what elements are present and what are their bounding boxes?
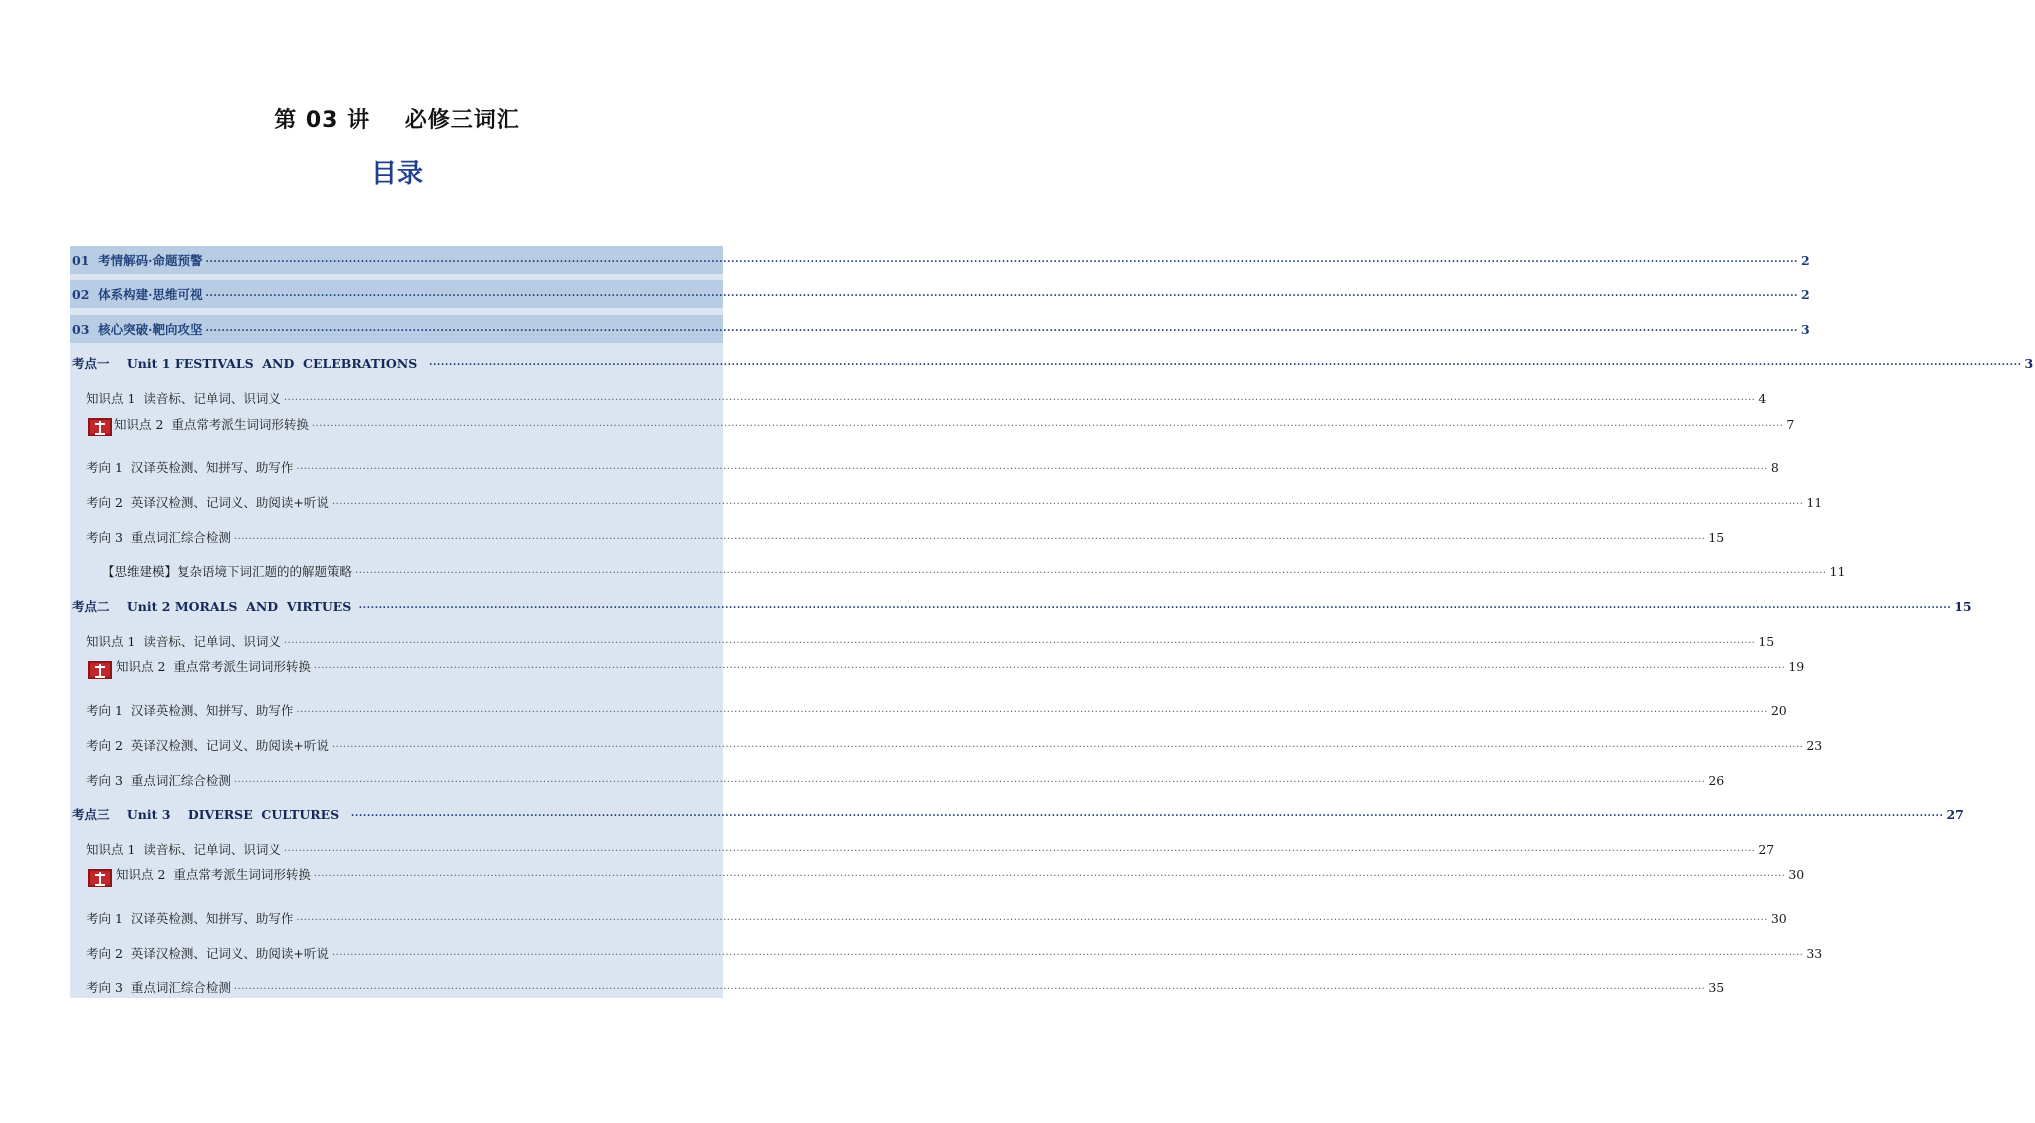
toc-entry-page: 20 xyxy=(1770,702,1787,718)
leader-dots: ................................................................................................................................................................................................................................................................................................................................................................................................................ xyxy=(428,357,2022,368)
leader-dots: ................................................................................................................................................................................................................................................................................................................................................................................................................ xyxy=(233,981,1706,992)
toc-entry-page: 4 xyxy=(1758,390,1767,406)
toc-entry-label: 知识点 1 读音标、记单词、识词义 xyxy=(86,842,281,857)
toc-entry-label: 知识点 2 重点常考派生词词形转换 xyxy=(114,417,309,432)
leader-dots: ................................................................................................................................................................................................................................................................................................................................................................................................................ xyxy=(296,704,1768,715)
toc-entry-label: 知识点 2 重点常考派生词词形转换 xyxy=(116,867,311,882)
table-of-contents xyxy=(70,246,2034,998)
toc-entry-label: 考向 3 重点词汇综合检测 xyxy=(86,980,231,995)
toc-item[interactable] xyxy=(70,384,1767,412)
toc-entry-page: 30 xyxy=(1770,910,1787,926)
toc-entry-page: 3 xyxy=(2024,355,2034,371)
leader-dots: ................................................................................................................................................................................................................................................................................................................................................................................................................ xyxy=(313,660,1786,671)
leader-dots: ................................................................................................................................................................................................................................................................................................................................................................................................................ xyxy=(331,496,1804,507)
toc-entry-page: 11 xyxy=(1829,563,1846,579)
toc-entry-label: 【思维建模】复杂语境下词汇题的的解题策略 xyxy=(102,564,353,579)
toc-entry-label: 03 核心突破·靶向攻坚 xyxy=(72,322,203,337)
toc-heading: 目录 xyxy=(370,159,423,189)
toc-section-03[interactable] xyxy=(70,315,1810,343)
leader-dots: ................................................................................................................................................................................................................................................................................................................................................................................................................ xyxy=(283,635,1756,646)
toc-entry-page: 11 xyxy=(1806,494,1823,510)
toc-entry-page: 33 xyxy=(1806,945,1823,961)
leader-dots: ................................................................................................................................................................................................................................................................................................................................................................................................................ xyxy=(313,868,1786,879)
toc-entry-page: 23 xyxy=(1806,737,1823,753)
toc-item[interactable] xyxy=(70,696,1787,724)
toc-item[interactable] xyxy=(70,453,1779,481)
toc-entry-label: 考向 2 英译汉检测、记词义、助阅读+听说 xyxy=(86,495,329,510)
toc-entry-label: 考向 1 汉译英检测、知拼写、助写作 xyxy=(86,911,294,926)
toc-entry-page: 15 xyxy=(1758,633,1775,649)
toc-section-02[interactable] xyxy=(70,280,1810,308)
toc-item[interactable] xyxy=(70,731,1823,759)
toc-entry-page: 35 xyxy=(1708,979,1725,995)
toc-entry-label: 考向 3 重点词汇综合检测 xyxy=(86,773,231,788)
toc-item[interactable] xyxy=(70,766,1725,794)
toc-item[interactable] xyxy=(70,860,1805,888)
leader-dots: ................................................................................................................................................................................................................................................................................................................................................................................................................ xyxy=(283,843,1756,854)
toc-item[interactable] xyxy=(70,652,1805,680)
toc-entry-page: 2 xyxy=(1801,286,1810,302)
leader-dots: ................................................................................................................................................................................................................................................................................................................................................................................................................ xyxy=(233,774,1706,785)
toc-entry-page: 27 xyxy=(1946,806,1964,822)
toc-item[interactable] xyxy=(70,557,1846,585)
leader-dots: ................................................................................................................................................................................................................................................................................................................................................................................................................ xyxy=(205,254,1799,265)
toc-item[interactable] xyxy=(70,523,1725,551)
toc-item[interactable] xyxy=(70,410,1795,438)
toc-entry-label: 考点三 Unit 3 DIVERSE CULTURES xyxy=(72,807,348,822)
page-title: 第 03 讲 必修三词汇 xyxy=(274,108,520,133)
toc-entry-page: 15 xyxy=(1708,529,1725,545)
toc-entry-page: 15 xyxy=(1954,598,1972,614)
toc-entry-page: 19 xyxy=(1788,658,1805,674)
leader-dots: ................................................................................................................................................................................................................................................................................................................................................................................................................ xyxy=(296,912,1768,923)
toc-entry-page: 27 xyxy=(1758,841,1775,857)
toc-entry-label: 知识点 1 读音标、记单词、识词义 xyxy=(86,391,281,406)
leader-dots: ................................................................................................................................................................................................................................................................................................................................................................................................................ xyxy=(350,808,1944,819)
leader-dots: ................................................................................................................................................................................................................................................................................................................................................................................................................ xyxy=(296,461,1768,472)
leader-dots: ................................................................................................................................................................................................................................................................................................................................................................................................................ xyxy=(311,418,1784,429)
toc-entry-label: 考点二 Unit 2 MORALS AND VIRTUES xyxy=(72,599,356,614)
toc-item[interactable] xyxy=(70,627,1775,655)
toc-entry-label: 02 体系构建·思维可视 xyxy=(72,287,203,302)
leader-dots: ................................................................................................................................................................................................................................................................................................................................................................................................................ xyxy=(233,531,1706,542)
leader-dots: ................................................................................................................................................................................................................................................................................................................................................................................................................ xyxy=(358,600,1952,611)
toc-entry-page: 8 xyxy=(1770,459,1779,475)
toc-entry-label: 知识点 1 读音标、记单词、识词义 xyxy=(86,634,281,649)
toc-topic-1[interactable] xyxy=(70,349,2034,377)
toc-entry-label: 考向 1 汉译英检测、知拼写、助写作 xyxy=(86,703,294,718)
toc-entry-page: 7 xyxy=(1786,416,1795,432)
toc-entry-page: 30 xyxy=(1788,866,1805,882)
toc-entry-page: 26 xyxy=(1708,772,1725,788)
toc-item[interactable] xyxy=(70,835,1775,863)
toc-entry-label: 考向 2 英译汉检测、记词义、助阅读+听说 xyxy=(86,738,329,753)
leader-dots: ................................................................................................................................................................................................................................................................................................................................................................................................................ xyxy=(331,947,1804,958)
toc-item[interactable] xyxy=(70,488,1823,516)
toc-topic-3[interactable] xyxy=(70,800,1964,828)
leader-dots: ................................................................................................................................................................................................................................................................................................................................................................................................................ xyxy=(355,565,1827,576)
toc-entry-page: 3 xyxy=(1801,321,1810,337)
toc-entry-page: 2 xyxy=(1801,252,1810,268)
toc-item[interactable] xyxy=(70,904,1787,932)
toc-entry-label: 01 考情解码·命题预警 xyxy=(72,253,203,268)
toc-entry-label: 考向 1 汉译英检测、知拼写、助写作 xyxy=(86,460,294,475)
toc-entry-label: 知识点 2 重点常考派生词词形转换 xyxy=(116,659,311,674)
toc-entry-label: 考向 3 重点词汇综合检测 xyxy=(86,530,231,545)
leader-dots: ................................................................................................................................................................................................................................................................................................................................................................................................................ xyxy=(331,739,1804,750)
toc-item[interactable] xyxy=(70,973,1725,1001)
toc-item[interactable] xyxy=(70,939,1823,967)
toc-entry-label: 考点一 Unit 1 FESTIVALS AND CELEBRATIONS xyxy=(72,356,426,371)
toc-entry-label: 考向 2 英译汉检测、记词义、助阅读+听说 xyxy=(86,946,329,961)
toc-section-01[interactable] xyxy=(70,246,1810,274)
leader-dots: ................................................................................................................................................................................................................................................................................................................................................................................................................ xyxy=(205,288,1799,299)
toc-topic-2[interactable] xyxy=(70,592,1972,620)
leader-dots: ................................................................................................................................................................................................................................................................................................................................................................................................................ xyxy=(205,323,1799,334)
leader-dots: ................................................................................................................................................................................................................................................................................................................................................................................................................ xyxy=(283,392,1756,403)
